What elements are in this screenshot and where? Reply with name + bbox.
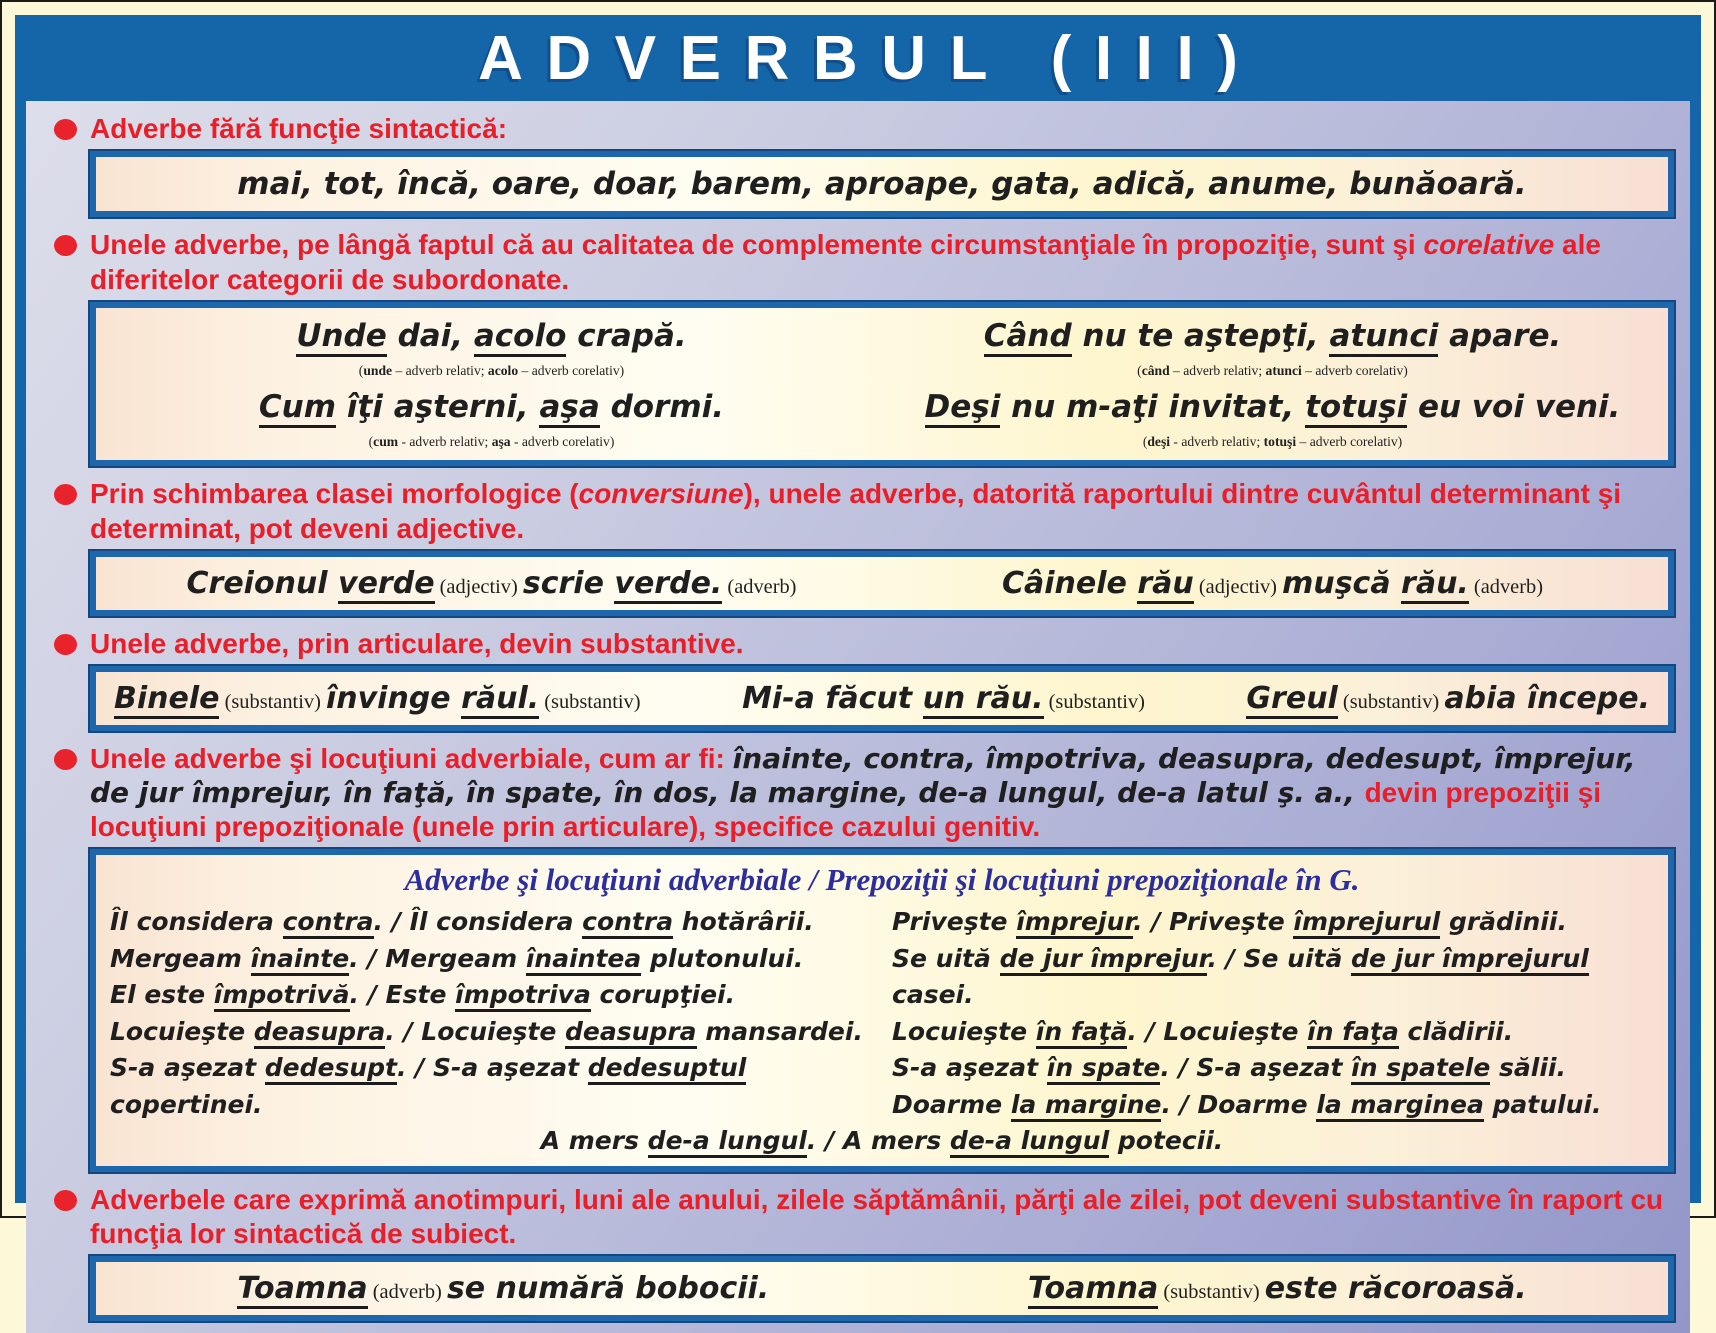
example-note bbox=[108, 357, 875, 381]
example-line bbox=[1246, 679, 1650, 718]
text-segment: corupţiei. bbox=[590, 980, 736, 1010]
example-line bbox=[237, 1269, 769, 1308]
text-segment: dormi. bbox=[599, 389, 725, 426]
text-segment: (substantiv) bbox=[219, 690, 326, 713]
text-segment: dedesupt bbox=[265, 1053, 397, 1085]
text-segment: împotrivă bbox=[214, 980, 350, 1012]
text-segment: acolo bbox=[487, 363, 519, 379]
text-segment: împrejurul bbox=[1293, 907, 1440, 939]
example-line bbox=[889, 564, 1656, 603]
example-box-3 bbox=[90, 551, 1674, 616]
text-segment: aşa bbox=[491, 434, 511, 450]
header bbox=[15, 15, 1701, 101]
text-segment: nu m-aţi invitat, bbox=[1000, 389, 1306, 426]
bullet-item-1 bbox=[42, 107, 1680, 149]
text-segment: contra bbox=[582, 907, 673, 939]
text-segment: - adverb relativ; bbox=[398, 434, 492, 450]
text-segment: S-a aşezat bbox=[110, 1053, 265, 1083]
text-segment: Locuieşte bbox=[892, 1016, 1036, 1046]
text-segment: de-a lungul bbox=[648, 1126, 807, 1158]
example-line bbox=[110, 1014, 872, 1051]
bullet-text-2 bbox=[90, 228, 1676, 296]
example-line bbox=[892, 1014, 1654, 1051]
text-segment: (adjectiv) bbox=[434, 575, 523, 598]
text-segment: aşa bbox=[539, 389, 599, 428]
bullet-text-3 bbox=[90, 477, 1676, 545]
text-segment: Unele adverbe, pe lângă faptul că au calitatea de complemente circumstanţiale în propoziţie, sunt şi bbox=[90, 229, 1424, 261]
example-line bbox=[108, 164, 1656, 204]
text-segment: contra bbox=[283, 907, 374, 939]
text-segment: la marginea bbox=[1316, 1090, 1483, 1122]
text-segment: înaintea bbox=[526, 944, 641, 976]
text-segment: (substantiv) bbox=[539, 690, 641, 713]
text-segment: apare. bbox=[1438, 317, 1562, 354]
example-line bbox=[892, 904, 1654, 941]
bullet-text-1 bbox=[90, 112, 507, 146]
text-segment: corelative bbox=[1423, 229, 1555, 261]
bullet-item-6 bbox=[42, 1178, 1680, 1254]
bullet-item-3 bbox=[42, 472, 1680, 548]
text-segment: Greul bbox=[1246, 681, 1337, 719]
text-segment: devin prepoziţii şi locuţiuni prepoziţionale (unele prin articulare), specifice cazului genitiv. bbox=[90, 776, 1602, 843]
example-line bbox=[110, 1050, 872, 1123]
text-segment: patului. bbox=[1483, 1089, 1602, 1119]
example-line bbox=[114, 679, 641, 718]
text-segment: . / Îl considera bbox=[373, 907, 583, 937]
text-segment: hotărârii. bbox=[673, 907, 814, 937]
example-line bbox=[110, 941, 872, 978]
text-segment: ( bbox=[1137, 363, 1142, 379]
text-segment: rău bbox=[1137, 566, 1193, 604]
text-segment: Doarme bbox=[892, 1089, 1011, 1119]
text-segment: clădirii. bbox=[1398, 1016, 1514, 1046]
example-column-left bbox=[110, 904, 872, 1123]
text-segment: înainte bbox=[251, 944, 350, 976]
text-segment: . / Se uită bbox=[1207, 943, 1352, 973]
example-grid bbox=[110, 904, 1654, 1123]
text-segment: deasupra bbox=[565, 1017, 697, 1049]
text-segment: . / S-a aşezat bbox=[1160, 1053, 1352, 1083]
text-segment: în faţa bbox=[1307, 1017, 1399, 1049]
text-segment: . / A mers bbox=[806, 1126, 950, 1156]
text-segment: când bbox=[1141, 363, 1170, 379]
text-segment: în spatele bbox=[1351, 1053, 1490, 1085]
text-segment: Priveşte bbox=[892, 907, 1017, 937]
text-segment: – adverb corelativ) bbox=[518, 363, 625, 379]
text-segment: ( bbox=[1142, 434, 1148, 450]
text-segment: . / Doarme bbox=[1161, 1089, 1317, 1119]
text-segment: atunci bbox=[1265, 363, 1302, 379]
text-segment: (adverb) bbox=[722, 575, 797, 598]
example-line bbox=[892, 1050, 1654, 1087]
text-segment: mansardei. bbox=[696, 1016, 863, 1046]
text-segment: Se uită bbox=[892, 943, 1000, 973]
example-box-title bbox=[110, 861, 1654, 900]
example-line bbox=[889, 316, 1656, 356]
example-note bbox=[108, 428, 875, 452]
text-segment: El este bbox=[110, 980, 214, 1010]
bullet-text-5 bbox=[90, 742, 1676, 844]
bullet-dot-icon bbox=[54, 119, 77, 140]
text-segment: – adverb corelativ) bbox=[1301, 363, 1408, 379]
example-cell bbox=[889, 384, 1656, 455]
example-grid bbox=[108, 562, 1656, 605]
text-segment: răul. bbox=[461, 681, 539, 719]
text-segment: - adverb relativ; bbox=[1170, 434, 1264, 450]
text-segment: (substantiv) bbox=[1337, 690, 1445, 713]
text-segment: dai, bbox=[386, 317, 474, 354]
text-segment: . / Locuieşte bbox=[385, 1016, 566, 1046]
bullet-item-5 bbox=[42, 737, 1680, 847]
bullet-text-6 bbox=[90, 1183, 1676, 1251]
text-segment: scrie bbox=[522, 565, 615, 601]
example-line bbox=[108, 316, 875, 356]
example-line bbox=[110, 977, 872, 1014]
text-segment: Câinele bbox=[1002, 565, 1138, 601]
text-segment: Adverbe fără funcţie sintactică: bbox=[90, 113, 508, 144]
text-segment: – adverb relativ; bbox=[392, 363, 488, 379]
text-segment: (adverb) bbox=[367, 1280, 447, 1303]
text-segment: totuşi bbox=[1305, 389, 1407, 428]
example-cell bbox=[108, 313, 875, 384]
text-segment: . / S-a aşezat bbox=[396, 1053, 588, 1083]
text-segment: verde bbox=[338, 566, 435, 604]
example-cell bbox=[108, 384, 875, 455]
example-line bbox=[108, 387, 875, 427]
example-cell bbox=[889, 313, 1656, 384]
text-segment: ( bbox=[358, 363, 364, 379]
bullet-text-4 bbox=[90, 627, 744, 661]
text-segment: – adverb corelativ) bbox=[1296, 434, 1403, 450]
text-segment: Toamna bbox=[1028, 1271, 1158, 1309]
example-grid bbox=[108, 313, 1656, 456]
example-line bbox=[892, 941, 1654, 1014]
example-column-right bbox=[892, 904, 1654, 1123]
example-box-6 bbox=[90, 1256, 1674, 1321]
text-segment: Unele adverbe, prin articulare, devin substantive. bbox=[90, 627, 744, 659]
text-segment: Unde bbox=[296, 318, 386, 357]
text-segment: acolo bbox=[474, 318, 567, 357]
example-line bbox=[110, 904, 872, 941]
example-line bbox=[889, 387, 1656, 427]
text-segment: Îl considera bbox=[110, 907, 283, 937]
text-segment: un rău. bbox=[923, 681, 1044, 719]
text-segment: împrejur bbox=[1016, 907, 1133, 939]
text-segment: grădinii. bbox=[1440, 907, 1567, 937]
text-segment: Prin schimbarea clasei morfologice ( bbox=[90, 478, 579, 510]
bullet-dot-icon bbox=[54, 484, 77, 505]
text-segment: mai, tot, încă, oare, doar, barem, aproape, gata, adică, anume, bunăoară. bbox=[237, 166, 1527, 203]
example-line bbox=[1028, 1269, 1527, 1308]
text-segment: (adjectiv) bbox=[1193, 575, 1283, 598]
text-segment: conversiune bbox=[578, 478, 744, 510]
text-segment: împotriva bbox=[455, 980, 591, 1012]
text-segment: la margine bbox=[1011, 1090, 1162, 1122]
text-segment: potecii. bbox=[1109, 1126, 1224, 1156]
example-line bbox=[742, 679, 1145, 718]
example-note bbox=[889, 428, 1656, 452]
bullet-dot-icon bbox=[54, 634, 77, 655]
text-segment: (substantiv) bbox=[1158, 1280, 1265, 1303]
poster-frame bbox=[15, 15, 1701, 1306]
example-box-5 bbox=[90, 849, 1674, 1171]
text-segment: . / Mergeam bbox=[349, 943, 526, 973]
text-segment: Adverbe şi locuţiuni adverbiale / Prepoziţii şi locuţiuni prepoziţionale în G. bbox=[404, 862, 1360, 898]
text-segment: verde. bbox=[614, 566, 722, 604]
bullet-item-2 bbox=[42, 223, 1680, 299]
text-segment: rău. bbox=[1401, 566, 1469, 604]
example-row bbox=[108, 677, 1656, 720]
text-segment: se numără bobocii. bbox=[446, 1270, 770, 1306]
text-segment: de jur împrejurul bbox=[1351, 944, 1589, 976]
text-segment: Creionul bbox=[186, 565, 339, 601]
text-segment: eu voi veni. bbox=[1407, 389, 1621, 426]
text-segment: S-a aşezat bbox=[892, 1053, 1047, 1083]
text-segment: . / Priveşte bbox=[1133, 907, 1294, 937]
example-line bbox=[892, 1087, 1654, 1124]
text-segment: abia începe. bbox=[1444, 680, 1650, 716]
example-box-4 bbox=[90, 666, 1674, 731]
bullet-dot-icon bbox=[54, 1190, 77, 1211]
example-box-2 bbox=[90, 302, 1674, 467]
text-segment: casei. bbox=[892, 980, 974, 1010]
text-segment: dedesuptul bbox=[588, 1053, 747, 1085]
text-segment: plutonului. bbox=[641, 943, 804, 973]
text-segment: cum bbox=[373, 434, 399, 450]
text-segment: Unele adverbe şi locuţiuni adverbiale, cum ar fi: bbox=[90, 742, 733, 774]
text-segment: înainte, contra, împotriva, deasupra, dedesupt, împrejur, de jur împrejur, în faţă, în spate, în dos, la margine, de-a lungul, de-a latul ş. a., bbox=[90, 741, 1636, 809]
text-segment: Locuieşte bbox=[110, 1016, 254, 1046]
text-segment: Deşi bbox=[925, 389, 1001, 428]
text-segment: Mergeam bbox=[110, 943, 251, 973]
example-box-1 bbox=[90, 151, 1674, 217]
text-segment: totuşi bbox=[1263, 434, 1297, 450]
text-segment: îţi aşterni, bbox=[336, 389, 540, 426]
text-segment: . / Locuieşte bbox=[1127, 1016, 1308, 1046]
text-segment: copertinei. bbox=[110, 1089, 263, 1119]
text-segment: în spate bbox=[1047, 1053, 1161, 1085]
text-segment: Toamna bbox=[237, 1271, 367, 1309]
text-segment: nu te aştepţi, bbox=[1071, 317, 1330, 354]
text-segment: Cum bbox=[259, 389, 336, 428]
text-segment: deasupra bbox=[254, 1017, 386, 1049]
example-note bbox=[889, 357, 1656, 381]
text-segment: - adverb corelativ) bbox=[510, 434, 615, 450]
text-segment: Mi-a făcut bbox=[742, 680, 923, 716]
text-segment: Binele bbox=[114, 681, 219, 719]
text-segment: Adverbele care exprimă anotimpuri, luni ale anului, zilele săptămânii, părţi ale zilei, pot deveni substantive în raport cu funcţia lor sintactică de subiect. bbox=[90, 1183, 1664, 1249]
text-segment: unde bbox=[363, 363, 393, 379]
text-segment: de-a lungul bbox=[950, 1126, 1109, 1158]
text-segment: atunci bbox=[1329, 318, 1438, 357]
text-segment: în faţă bbox=[1036, 1017, 1128, 1049]
text-segment: deşi bbox=[1147, 434, 1171, 450]
text-segment: sălii. bbox=[1490, 1053, 1566, 1083]
text-segment: . / Este bbox=[349, 980, 456, 1010]
text-segment: ale diferitelor categorii de subordonate. bbox=[90, 229, 1601, 295]
bullet-dot-icon bbox=[54, 235, 77, 256]
text-segment: este răcoroasă. bbox=[1264, 1270, 1527, 1306]
text-segment: – adverb relativ; bbox=[1169, 363, 1266, 379]
text-segment: A mers bbox=[540, 1126, 648, 1156]
page-title: ADVERBUL (III) bbox=[478, 23, 1262, 93]
text-segment: crapă. bbox=[566, 317, 687, 354]
example-row bbox=[108, 1267, 1656, 1310]
example-line bbox=[110, 1123, 1654, 1160]
text-segment: ), unele adverbe, datorită raportului dintre cuvântul determinant şi determinat, pot deveni adjective. bbox=[90, 478, 1622, 544]
bullet-item-4 bbox=[42, 622, 1680, 664]
example-line bbox=[108, 564, 875, 603]
text-segment: muşcă bbox=[1282, 565, 1402, 601]
text-segment: (substantiv) bbox=[1043, 690, 1145, 713]
bullet-dot-icon bbox=[54, 749, 77, 770]
content-area bbox=[26, 101, 1690, 1333]
text-segment: (adverb) bbox=[1468, 575, 1543, 598]
text-segment: ( bbox=[368, 434, 374, 450]
text-segment: Când bbox=[984, 318, 1072, 357]
text-segment: învinge bbox=[325, 680, 462, 716]
text-segment: de jur împrejur bbox=[1000, 944, 1208, 976]
